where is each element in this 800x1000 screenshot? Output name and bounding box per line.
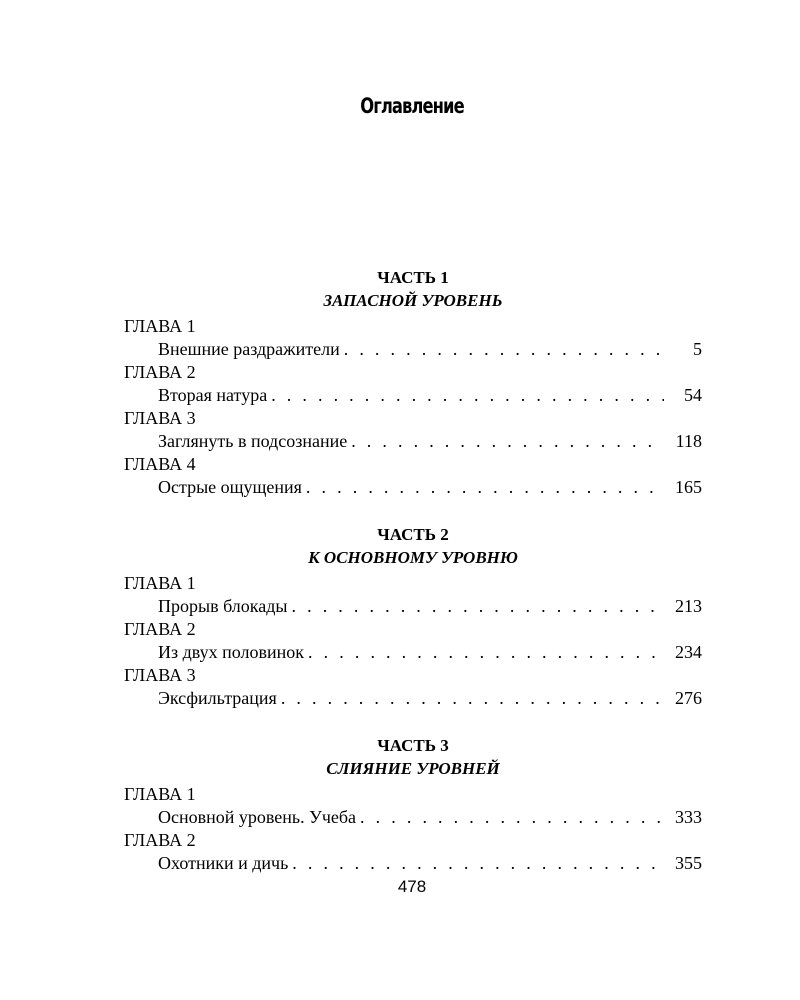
part-number: ЧАСТЬ 2 — [377, 525, 449, 544]
toc-chapter — [124, 315, 702, 361]
chapter-label: ГЛАВА 2 — [124, 830, 196, 850]
chapter-title: Внешние раздражители — [158, 339, 340, 359]
chapter-page-number: 234 — [675, 642, 702, 662]
page-number: 478 — [397, 877, 427, 896]
toc-entry[interactable] — [124, 852, 702, 875]
chapter-title: Заглянуть в подсознание — [158, 431, 348, 451]
chapter-label: ГЛАВА 4 — [124, 454, 196, 474]
chapter-page-number: 5 — [693, 339, 702, 359]
toc-entry[interactable] — [124, 430, 702, 453]
page-title: Оглавление — [360, 94, 464, 118]
chapter-title: Вторая натура — [158, 385, 268, 405]
part-title: СЛИЯНИЕ УРОВНЕЙ — [326, 759, 500, 778]
toc-chapter — [124, 407, 702, 453]
chapter-title: Острые ощущения — [158, 477, 302, 497]
toc-chapter — [124, 453, 702, 499]
dot-leader — [306, 476, 664, 499]
chapter-label: ГЛАВА 1 — [124, 573, 196, 593]
toc-chapter — [124, 618, 702, 664]
toc-part-2 — [124, 523, 702, 710]
toc-entry[interactable] — [124, 384, 702, 407]
toc-entry[interactable] — [124, 595, 702, 618]
dot-leader — [271, 384, 664, 407]
part-title: К ОСНОВНОМУ УРОВНЮ — [308, 548, 518, 567]
part-number: ЧАСТЬ 1 — [377, 268, 449, 287]
toc-entry[interactable] — [124, 641, 702, 664]
chapter-title: Эксфильтрация — [158, 688, 277, 708]
part-title: ЗАПАСНОЙ УРОВЕНЬ — [323, 291, 503, 310]
chapter-page-number: 213 — [675, 596, 702, 616]
chapter-title: Прорыв блокады — [158, 596, 288, 616]
chapter-title: Охотники и дичь — [158, 853, 289, 873]
toc-entry[interactable] — [124, 806, 702, 829]
toc-chapter — [124, 783, 702, 829]
dot-leader — [344, 338, 664, 361]
chapter-title: Основной уровень. Учеба — [158, 807, 357, 827]
table-of-contents — [124, 266, 702, 899]
toc-part-3 — [124, 734, 702, 875]
toc-entry[interactable] — [124, 338, 702, 361]
chapter-page-number: 54 — [684, 385, 702, 405]
toc-chapter — [124, 361, 702, 407]
chapter-title: Из двух половинок — [158, 642, 305, 662]
toc-chapter — [124, 829, 702, 875]
chapter-page-number: 118 — [675, 431, 702, 451]
chapter-label: ГЛАВА 3 — [124, 665, 196, 685]
chapter-page-number: 165 — [675, 477, 702, 497]
chapter-page-number: 333 — [675, 807, 702, 827]
chapter-label: ГЛАВА 1 — [124, 316, 196, 336]
dot-leader — [292, 595, 665, 618]
chapter-label: ГЛАВА 2 — [124, 362, 196, 382]
chapter-page-number: 355 — [675, 853, 702, 873]
chapter-label: ГЛАВА 1 — [124, 784, 196, 804]
chapter-label: ГЛАВА 2 — [124, 619, 196, 639]
toc-chapter — [124, 664, 702, 710]
dot-leader — [292, 852, 664, 875]
part-number: ЧАСТЬ 3 — [377, 736, 449, 755]
chapter-label: ГЛАВА 3 — [124, 408, 196, 428]
dot-leader — [281, 687, 664, 710]
dot-leader — [360, 806, 664, 829]
toc-part-1 — [124, 266, 702, 499]
dot-leader — [351, 430, 664, 453]
chapter-page-number: 276 — [675, 688, 702, 708]
toc-chapter — [124, 572, 702, 618]
toc-entry[interactable] — [124, 687, 702, 710]
dot-leader — [308, 641, 664, 664]
toc-entry[interactable] — [124, 476, 702, 499]
